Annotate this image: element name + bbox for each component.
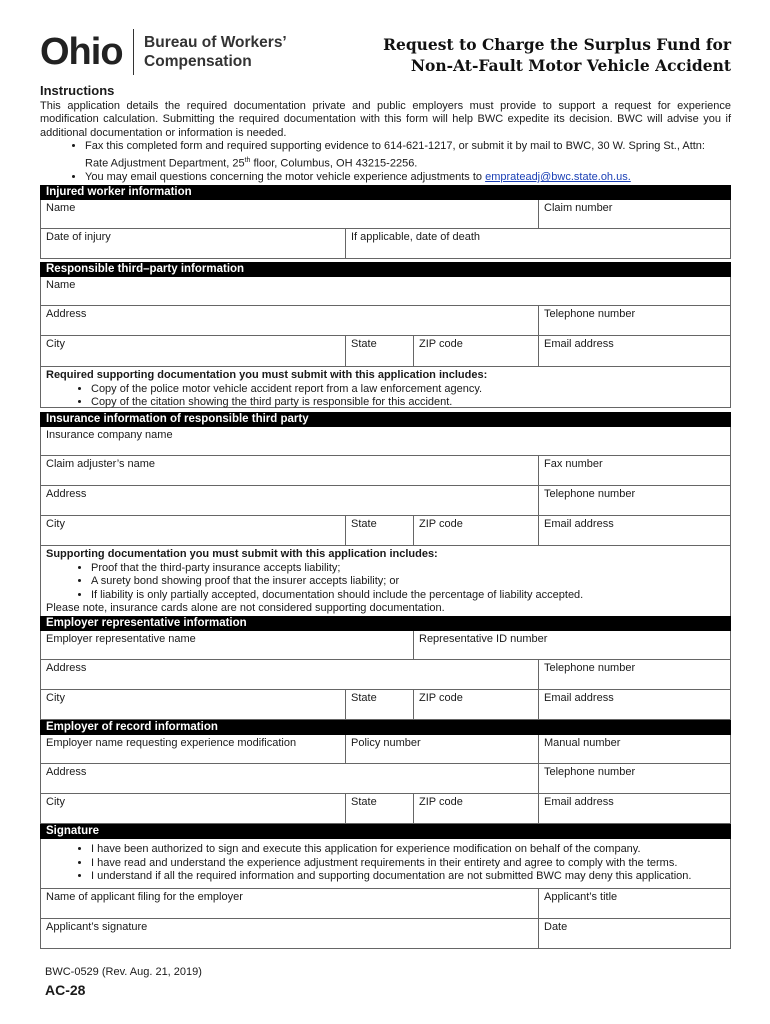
form-row (40, 690, 731, 720)
docs-item: • A surety bond showing proof that the insurer accepts liability; or (91, 575, 725, 589)
employer-rep-city-field[interactable]: City (41, 690, 346, 719)
form-row (40, 200, 731, 229)
ac-code: AC-28 (45, 982, 86, 998)
instructions-list (40, 140, 731, 184)
statement-item: • I have read and understand the experience adjustment requirements in their entirety and agree to comply with the terms. (91, 857, 725, 871)
signature-statements (40, 839, 731, 889)
section-heading: Signature (40, 824, 731, 839)
insurance-state-field[interactable]: State (346, 516, 414, 545)
bureau-name-line2: Compensation (144, 53, 252, 70)
form-row (40, 229, 731, 259)
injured-worker-section (40, 185, 731, 259)
section-heading: Employer representative information (40, 616, 731, 631)
instructions-bullet-fax: • Fax this completed form and required supporting evidence to 614-621-1217, or submit it by mail to BWC, 30 W. Spring St., Attn: Rate Adjustment Department, 25th floor, Columbus, OH 43215-2256. (85, 140, 731, 171)
employer-rep-email-field[interactable]: Email address (544, 692, 614, 704)
employer-telephone-field[interactable]: Telephone number (544, 766, 636, 778)
insurance-telephone-field[interactable]: Telephone number (544, 488, 636, 500)
form-row (40, 919, 731, 949)
section-heading: Insurance information of responsible third party (40, 412, 731, 427)
statement-item: • I understand if all the required information and supporting documentation are not submitted BWC may deny this application. (91, 870, 725, 884)
applicant-signature-field[interactable]: Applicant’s signature (41, 919, 539, 948)
insurance-fax-field[interactable]: Fax number (544, 458, 603, 470)
ohio-logo-word: Ohio (40, 31, 123, 73)
docs-item: • If liability is only partially accepted, documentation should include the percentage of liability accepted. (91, 589, 725, 603)
employer-rep-name-field[interactable]: Employer representative name (41, 631, 414, 659)
manual-number-field[interactable]: Manual number (544, 737, 621, 749)
employer-state-field[interactable]: State (346, 794, 414, 823)
instructions-heading: Instructions (40, 83, 115, 98)
date-field[interactable]: Date (544, 921, 568, 933)
insurance-company-field[interactable]: Insurance company name (46, 429, 173, 441)
form-title (311, 34, 731, 76)
docs-item: • Proof that the third-party insurance accepts liability; (91, 562, 725, 576)
third-party-section (40, 262, 731, 408)
section-heading: Responsible third–party information (40, 262, 731, 277)
docs-item: • Copy of the citation showing the third party is responsible for this accident. (91, 396, 725, 410)
bureau-name (144, 33, 287, 71)
insurance-docs-note (40, 546, 731, 618)
applicant-name-field[interactable]: Name of applicant filing for the employer (41, 889, 539, 918)
third-party-email-field[interactable]: Email address (544, 338, 614, 350)
date-of-injury-field[interactable]: Date of injury (41, 229, 346, 258)
form-row (40, 735, 731, 764)
insurance-city-field[interactable]: City (41, 516, 346, 545)
employer-record-section (40, 720, 731, 824)
form-row (40, 306, 731, 336)
form-row (40, 794, 731, 824)
instructions-bullet-email: • You may email questions concerning the motor vehicle experience adjustments to emprateadj@bwc.state.oh.us. (85, 171, 731, 185)
employer-name-field[interactable]: Employer name requesting experience modification (41, 735, 346, 763)
employer-rep-telephone-field[interactable]: Telephone number (544, 662, 636, 674)
third-party-address-field[interactable]: Address (41, 306, 539, 335)
docs-heading: Supporting documentation you must submit with this application includes: (46, 548, 438, 560)
form-title-line1: Request to Charge the Surplus Fund for (383, 35, 731, 54)
instructions-paragraph: This application details the required documentation private and public employers must provide to support a request for experience modification calculation. Submitting the required documentation with this form will help BWC expedite its decision. BWC will advise you if additional documentation or information is needed. (40, 99, 731, 139)
insurance-card-note: Please note, insurance cards alone are not considered supporting documentation. (46, 602, 445, 615)
policy-number-field[interactable]: Policy number (346, 735, 539, 763)
insurance-zip-field[interactable]: ZIP code (414, 516, 539, 545)
third-party-name-field[interactable]: Name (46, 279, 76, 291)
form-row (40, 427, 731, 456)
bwc-logo (40, 26, 287, 78)
insurance-section (40, 412, 731, 618)
email-link[interactable]: emprateadj@bwc.state.oh.us. (485, 171, 631, 184)
employer-email-field[interactable]: Email address (544, 796, 614, 808)
bureau-name-line1: Bureau of Workers’ (144, 34, 287, 51)
third-party-telephone-field[interactable]: Telephone number (544, 308, 636, 320)
section-heading: Employer of record information (40, 720, 731, 735)
employer-rep-address-field[interactable]: Address (41, 660, 539, 689)
employer-city-field[interactable]: City (41, 794, 346, 823)
third-party-zip-field[interactable]: ZIP code (414, 336, 539, 366)
rep-id-field[interactable]: Representative ID number (419, 633, 548, 645)
form-row (40, 456, 731, 486)
applicant-title-field[interactable]: Applicant’s title (544, 891, 618, 903)
form-row (40, 764, 731, 794)
employer-rep-zip-field[interactable]: ZIP code (414, 690, 539, 719)
statement-item: • I have been authorized to sign and execute this application for experience modification on behalf of the company. (91, 843, 725, 857)
form-row (40, 631, 731, 660)
employer-address-field[interactable]: Address (41, 764, 539, 793)
employer-rep-section (40, 616, 731, 720)
section-heading: Injured worker information (40, 185, 731, 200)
instructions-block (40, 84, 731, 185)
form-row (40, 277, 731, 306)
form-row (40, 336, 731, 367)
third-party-state-field[interactable]: State (346, 336, 414, 366)
form-row (40, 516, 731, 546)
employer-zip-field[interactable]: ZIP code (414, 794, 539, 823)
employer-rep-state-field[interactable]: State (346, 690, 414, 719)
form-row (40, 660, 731, 690)
date-of-death-field[interactable]: If applicable, date of death (351, 231, 481, 243)
docs-heading: Required supporting documentation you must submit with this application includes: (46, 369, 488, 381)
claim-number-field[interactable]: Claim number (544, 202, 613, 214)
insurance-address-field[interactable]: Address (41, 486, 539, 515)
name-field[interactable]: Name (41, 200, 539, 228)
third-party-city-field[interactable]: City (41, 336, 346, 366)
docs-item: • Copy of the police motor vehicle accident report from a law enforcement agency. (91, 383, 725, 397)
insurance-email-field[interactable]: Email address (544, 518, 614, 530)
form-title-line2: Non-At-Fault Motor Vehicle Accident (410, 56, 731, 75)
form-row (40, 889, 731, 919)
form-code: BWC-0529 (Rev. Aug. 21, 2019) (45, 966, 202, 978)
claim-adjuster-field[interactable]: Claim adjuster’s name (41, 456, 539, 485)
logo-divider (133, 29, 135, 75)
form-row (40, 486, 731, 516)
signature-section (40, 824, 731, 949)
third-party-docs-note (40, 367, 731, 408)
